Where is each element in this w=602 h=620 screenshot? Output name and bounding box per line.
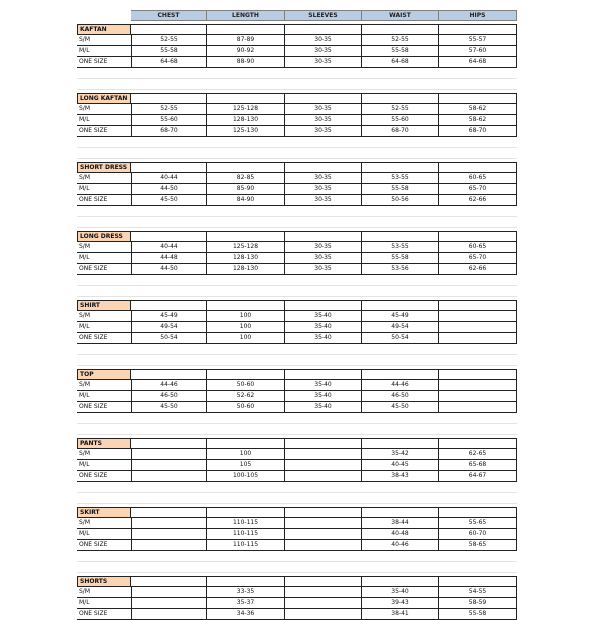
- table-row: [77, 529, 517, 540]
- section-title-row: [77, 369, 517, 380]
- spacer-row: [77, 344, 517, 355]
- section-title-row: [77, 300, 517, 311]
- measurement-cell: 45-49: [362, 311, 439, 322]
- section-title: SHORT DRESS: [77, 162, 131, 173]
- empty-cell: [362, 300, 439, 311]
- table-row: [77, 173, 517, 184]
- measurement-cell: [439, 380, 517, 391]
- measurement-cell: 44-46: [131, 380, 207, 391]
- measurement-cell: 30-35: [285, 253, 362, 264]
- measurement-cell: 45-50: [131, 195, 207, 206]
- size-label: S/M: [77, 449, 131, 460]
- empty-cell: [285, 162, 362, 173]
- measurement-cell: 58-62: [439, 115, 517, 126]
- size-label: ONE SIZE: [77, 609, 131, 620]
- measurement-cell: 46-50: [131, 391, 207, 402]
- measurement-cell: 45-50: [362, 402, 439, 413]
- header-waist: WAIST: [362, 10, 439, 21]
- measurement-cell: [131, 449, 207, 460]
- measurement-cell: 53-55: [362, 242, 439, 253]
- measurement-cell: 40-46: [362, 540, 439, 551]
- size-label: M/L: [77, 46, 131, 57]
- measurement-cell: [285, 587, 362, 598]
- empty-cell: [285, 24, 362, 35]
- size-label: M/L: [77, 529, 131, 540]
- size-label: M/L: [77, 322, 131, 333]
- measurement-cell: 30-35: [285, 264, 362, 275]
- section-title: SHORTS: [77, 576, 131, 587]
- measurement-cell: 53-56: [362, 264, 439, 275]
- empty-cell: [207, 369, 285, 380]
- empty-cell: [439, 576, 517, 587]
- measurement-cell: [439, 322, 517, 333]
- section-title-row: [77, 507, 517, 518]
- measurement-cell: 54-55: [439, 587, 517, 598]
- empty-cell: [362, 93, 439, 104]
- section-title-row: [77, 162, 517, 173]
- measurement-cell: 45-49: [131, 311, 207, 322]
- measurement-cell: 100: [207, 333, 285, 344]
- measurement-cell: [131, 460, 207, 471]
- measurement-cell: 64-67: [439, 471, 517, 482]
- measurement-cell: [285, 449, 362, 460]
- section-title-row: [77, 576, 517, 587]
- empty-cell: [362, 576, 439, 587]
- table-row: [77, 380, 517, 391]
- measurement-cell: 33-35: [207, 587, 285, 598]
- empty-cell: [207, 507, 285, 518]
- measurement-cell: 84-90: [207, 195, 285, 206]
- empty-cell: [207, 576, 285, 587]
- section-top: [77, 369, 517, 435]
- measurement-cell: 105: [207, 460, 285, 471]
- empty-cell: [131, 24, 207, 35]
- spacer-row: [77, 79, 517, 90]
- measurement-cell: [131, 529, 207, 540]
- empty-cell: [285, 438, 362, 449]
- section-shirt: [77, 300, 517, 366]
- spacer-row: [77, 355, 517, 366]
- measurement-cell: 110-115: [207, 540, 285, 551]
- empty-cell: [362, 231, 439, 242]
- measurement-cell: 55-58: [439, 609, 517, 620]
- measurement-cell: 52-62: [207, 391, 285, 402]
- size-label: S/M: [77, 35, 131, 46]
- measurement-cell: [131, 598, 207, 609]
- measurement-cell: [285, 598, 362, 609]
- measurement-cell: 68-70: [362, 126, 439, 137]
- measurement-cell: 62-66: [439, 195, 517, 206]
- table-row: [77, 184, 517, 195]
- size-label: M/L: [77, 391, 131, 402]
- measurement-cell: 55-65: [439, 518, 517, 529]
- table-row: [77, 311, 517, 322]
- measurement-cell: 100-105: [207, 471, 285, 482]
- measurement-cell: [439, 333, 517, 344]
- empty-cell: [285, 576, 362, 587]
- size-label: ONE SIZE: [77, 333, 131, 344]
- measurement-cell: 30-35: [285, 184, 362, 195]
- measurement-cell: [285, 460, 362, 471]
- section-title: LONG DRESS: [77, 231, 131, 242]
- measurement-cell: [439, 402, 517, 413]
- measurement-cell: 58-62: [439, 104, 517, 115]
- table-row: [77, 195, 517, 206]
- measurement-cell: 82-85: [207, 173, 285, 184]
- table-row: [77, 540, 517, 551]
- section-title-row: [77, 438, 517, 449]
- measurement-cell: 65-68: [439, 460, 517, 471]
- measurement-cell: 110-115: [207, 518, 285, 529]
- measurement-cell: 55-60: [131, 115, 207, 126]
- table-row: [77, 35, 517, 46]
- measurement-cell: 35-40: [285, 391, 362, 402]
- section-kaftan: [77, 24, 517, 90]
- empty-cell: [439, 162, 517, 173]
- corner-cell: [77, 10, 131, 21]
- measurement-cell: 55-57: [439, 35, 517, 46]
- size-label: M/L: [77, 460, 131, 471]
- measurement-cell: 57-60: [439, 46, 517, 57]
- section-long-kaftan: [77, 93, 517, 159]
- section-short-dress: [77, 162, 517, 228]
- measurement-cell: 38-44: [362, 518, 439, 529]
- table-row: [77, 402, 517, 413]
- measurement-cell: 35-40: [285, 380, 362, 391]
- measurement-cell: 34-36: [207, 609, 285, 620]
- measurement-cell: 30-35: [285, 115, 362, 126]
- spacer-row: [77, 206, 517, 217]
- measurement-cell: 53-55: [362, 173, 439, 184]
- measurement-cell: 55-58: [362, 46, 439, 57]
- measurement-cell: 87-89: [207, 35, 285, 46]
- spacer-row: [77, 413, 517, 424]
- measurement-cell: 110-115: [207, 529, 285, 540]
- size-label: S/M: [77, 380, 131, 391]
- empty-cell: [285, 507, 362, 518]
- empty-cell: [131, 507, 207, 518]
- section-title: SHIRT: [77, 300, 131, 311]
- size-label: M/L: [77, 184, 131, 195]
- section-title: SKIRT: [77, 507, 131, 518]
- header-sleeves: SLEEVES: [285, 10, 362, 21]
- section-long-dress: [77, 231, 517, 297]
- table-row: [77, 126, 517, 137]
- table-row: [77, 104, 517, 115]
- measurement-cell: 52-55: [362, 104, 439, 115]
- measurement-cell: [285, 609, 362, 620]
- spacer-row: [77, 148, 517, 159]
- measurement-cell: 35-40: [285, 311, 362, 322]
- table-row: [77, 471, 517, 482]
- empty-cell: [439, 231, 517, 242]
- section-title: KAFTAN: [77, 24, 131, 35]
- spacer-row: [77, 562, 517, 573]
- measurement-cell: 30-35: [285, 195, 362, 206]
- measurement-cell: 64-68: [439, 57, 517, 68]
- empty-cell: [207, 300, 285, 311]
- measurement-cell: 62-66: [439, 264, 517, 275]
- spacer-row: [77, 217, 517, 228]
- size-label: ONE SIZE: [77, 471, 131, 482]
- measurement-cell: 100: [207, 322, 285, 333]
- measurement-cell: [131, 471, 207, 482]
- measurement-cell: 30-35: [285, 173, 362, 184]
- measurement-cell: [439, 311, 517, 322]
- table-row: [77, 115, 517, 126]
- table-row: [77, 460, 517, 471]
- measurement-cell: 100: [207, 449, 285, 460]
- measurement-cell: 44-50: [131, 264, 207, 275]
- measurement-cell: 52-55: [131, 104, 207, 115]
- measurement-cell: [131, 609, 207, 620]
- measurement-cell: 52-55: [362, 35, 439, 46]
- empty-cell: [285, 300, 362, 311]
- measurement-cell: 50-56: [362, 195, 439, 206]
- empty-cell: [131, 438, 207, 449]
- measurement-cell: 30-35: [285, 57, 362, 68]
- size-label: S/M: [77, 587, 131, 598]
- measurement-cell: 40-44: [131, 242, 207, 253]
- empty-cell: [207, 24, 285, 35]
- empty-cell: [131, 576, 207, 587]
- measurement-cell: 49-54: [131, 322, 207, 333]
- empty-cell: [362, 369, 439, 380]
- empty-cell: [207, 162, 285, 173]
- measurement-cell: 55-58: [362, 184, 439, 195]
- measurement-cell: 52-55: [131, 35, 207, 46]
- measurement-cell: 125-128: [207, 104, 285, 115]
- measurement-cell: 35-40: [285, 333, 362, 344]
- empty-cell: [439, 93, 517, 104]
- measurement-cell: [285, 471, 362, 482]
- empty-cell: [131, 93, 207, 104]
- size-label: ONE SIZE: [77, 57, 131, 68]
- spacer-row: [77, 275, 517, 286]
- table-row: [77, 333, 517, 344]
- table-row: [77, 253, 517, 264]
- measurement-cell: 128-130: [207, 253, 285, 264]
- measurement-cell: 35-40: [285, 322, 362, 333]
- measurement-cell: 90-92: [207, 46, 285, 57]
- header-length: LENGTH: [207, 10, 285, 21]
- measurement-cell: 35-37: [207, 598, 285, 609]
- measurement-cell: 44-46: [362, 380, 439, 391]
- measurement-cell: [131, 587, 207, 598]
- measurement-cell: 64-68: [131, 57, 207, 68]
- size-label: ONE SIZE: [77, 402, 131, 413]
- table-row: [77, 598, 517, 609]
- measurement-cell: 68-70: [131, 126, 207, 137]
- table-row: [77, 518, 517, 529]
- measurement-cell: 58-59: [439, 598, 517, 609]
- header-chest: CHEST: [131, 10, 207, 21]
- measurement-cell: 125-130: [207, 126, 285, 137]
- size-chart-sheet: [77, 10, 517, 620]
- spacer-row: [77, 286, 517, 297]
- measurement-cell: 46-50: [362, 391, 439, 402]
- empty-cell: [285, 231, 362, 242]
- measurement-cell: 55-58: [131, 46, 207, 57]
- measurement-cell: 55-58: [362, 253, 439, 264]
- measurement-cell: 44-48: [131, 253, 207, 264]
- measurement-cell: 30-35: [285, 242, 362, 253]
- measurement-cell: 38-43: [362, 471, 439, 482]
- measurement-cell: 60-70: [439, 529, 517, 540]
- measurement-cell: 40-45: [362, 460, 439, 471]
- size-label: ONE SIZE: [77, 195, 131, 206]
- section-title: PANTS: [77, 438, 131, 449]
- measurement-cell: 88-90: [207, 57, 285, 68]
- measurement-cell: 30-35: [285, 104, 362, 115]
- measurement-cell: 30-35: [285, 126, 362, 137]
- section-title: LONG KAFTAN: [77, 93, 131, 104]
- measurement-cell: 45-50: [131, 402, 207, 413]
- measurement-cell: 30-35: [285, 35, 362, 46]
- empty-cell: [207, 231, 285, 242]
- section-title-row: [77, 231, 517, 242]
- spacer-row: [77, 424, 517, 435]
- measurement-cell: [285, 540, 362, 551]
- measurement-cell: 100: [207, 311, 285, 322]
- measurement-cell: 125-128: [207, 242, 285, 253]
- size-label: ONE SIZE: [77, 540, 131, 551]
- empty-cell: [439, 507, 517, 518]
- measurement-cell: 35-40: [362, 587, 439, 598]
- size-label: S/M: [77, 518, 131, 529]
- column-header-row: [77, 10, 517, 21]
- measurement-cell: 50-60: [207, 380, 285, 391]
- table-row: [77, 46, 517, 57]
- measurement-cell: 50-54: [362, 333, 439, 344]
- measurement-cell: 50-60: [207, 402, 285, 413]
- measurement-cell: 128-130: [207, 115, 285, 126]
- measurement-cell: 30-35: [285, 46, 362, 57]
- measurement-cell: 58-65: [439, 540, 517, 551]
- empty-cell: [362, 438, 439, 449]
- empty-cell: [285, 369, 362, 380]
- header-hips: HIPS: [439, 10, 517, 21]
- measurement-cell: [285, 529, 362, 540]
- spacer-row: [77, 493, 517, 504]
- spacer-row: [77, 137, 517, 148]
- size-label: S/M: [77, 173, 131, 184]
- spacer-row: [77, 551, 517, 562]
- empty-cell: [439, 369, 517, 380]
- measurement-cell: 35-40: [285, 402, 362, 413]
- section-skirt: [77, 507, 517, 573]
- section-title: TOP: [77, 369, 131, 380]
- table-row: [77, 264, 517, 275]
- measurement-cell: 68-70: [439, 126, 517, 137]
- measurement-cell: [131, 540, 207, 551]
- empty-cell: [131, 300, 207, 311]
- section-shorts: [77, 576, 517, 620]
- table-row: [77, 609, 517, 620]
- empty-cell: [131, 162, 207, 173]
- size-label: M/L: [77, 115, 131, 126]
- table-row: [77, 391, 517, 402]
- measurement-cell: [131, 518, 207, 529]
- measurement-cell: 65-70: [439, 184, 517, 195]
- section-pants: [77, 438, 517, 504]
- empty-cell: [207, 93, 285, 104]
- measurement-cell: 60-65: [439, 173, 517, 184]
- size-label: M/L: [77, 253, 131, 264]
- empty-cell: [362, 24, 439, 35]
- measurement-cell: 44-50: [131, 184, 207, 195]
- table-row: [77, 449, 517, 460]
- measurement-cell: 35-42: [362, 449, 439, 460]
- measurement-cell: 60-65: [439, 242, 517, 253]
- measurement-cell: [285, 518, 362, 529]
- table-row: [77, 322, 517, 333]
- empty-cell: [439, 300, 517, 311]
- size-label: ONE SIZE: [77, 264, 131, 275]
- empty-cell: [285, 93, 362, 104]
- size-label: S/M: [77, 242, 131, 253]
- empty-cell: [362, 162, 439, 173]
- spacer-row: [77, 68, 517, 79]
- measurement-cell: 38-41: [362, 609, 439, 620]
- empty-cell: [131, 369, 207, 380]
- size-label: S/M: [77, 311, 131, 322]
- empty-cell: [131, 231, 207, 242]
- measurement-cell: 65-70: [439, 253, 517, 264]
- measurement-cell: 40-44: [131, 173, 207, 184]
- table-row: [77, 57, 517, 68]
- section-title-row: [77, 24, 517, 35]
- size-label: ONE SIZE: [77, 126, 131, 137]
- size-label: S/M: [77, 104, 131, 115]
- measurement-cell: 39-43: [362, 598, 439, 609]
- measurement-cell: [439, 391, 517, 402]
- spacer-row: [77, 482, 517, 493]
- sections-container: [77, 24, 517, 620]
- table-row: [77, 242, 517, 253]
- empty-cell: [439, 438, 517, 449]
- measurement-cell: 55-60: [362, 115, 439, 126]
- size-label: M/L: [77, 598, 131, 609]
- empty-cell: [362, 507, 439, 518]
- measurement-cell: 49-54: [362, 322, 439, 333]
- section-title-row: [77, 93, 517, 104]
- table-row: [77, 587, 517, 598]
- empty-cell: [439, 24, 517, 35]
- measurement-cell: 50-54: [131, 333, 207, 344]
- measurement-cell: 62-65: [439, 449, 517, 460]
- measurement-cell: 64-68: [362, 57, 439, 68]
- measurement-cell: 85-90: [207, 184, 285, 195]
- empty-cell: [207, 438, 285, 449]
- measurement-cell: 40-48: [362, 529, 439, 540]
- measurement-cell: 128-130: [207, 264, 285, 275]
